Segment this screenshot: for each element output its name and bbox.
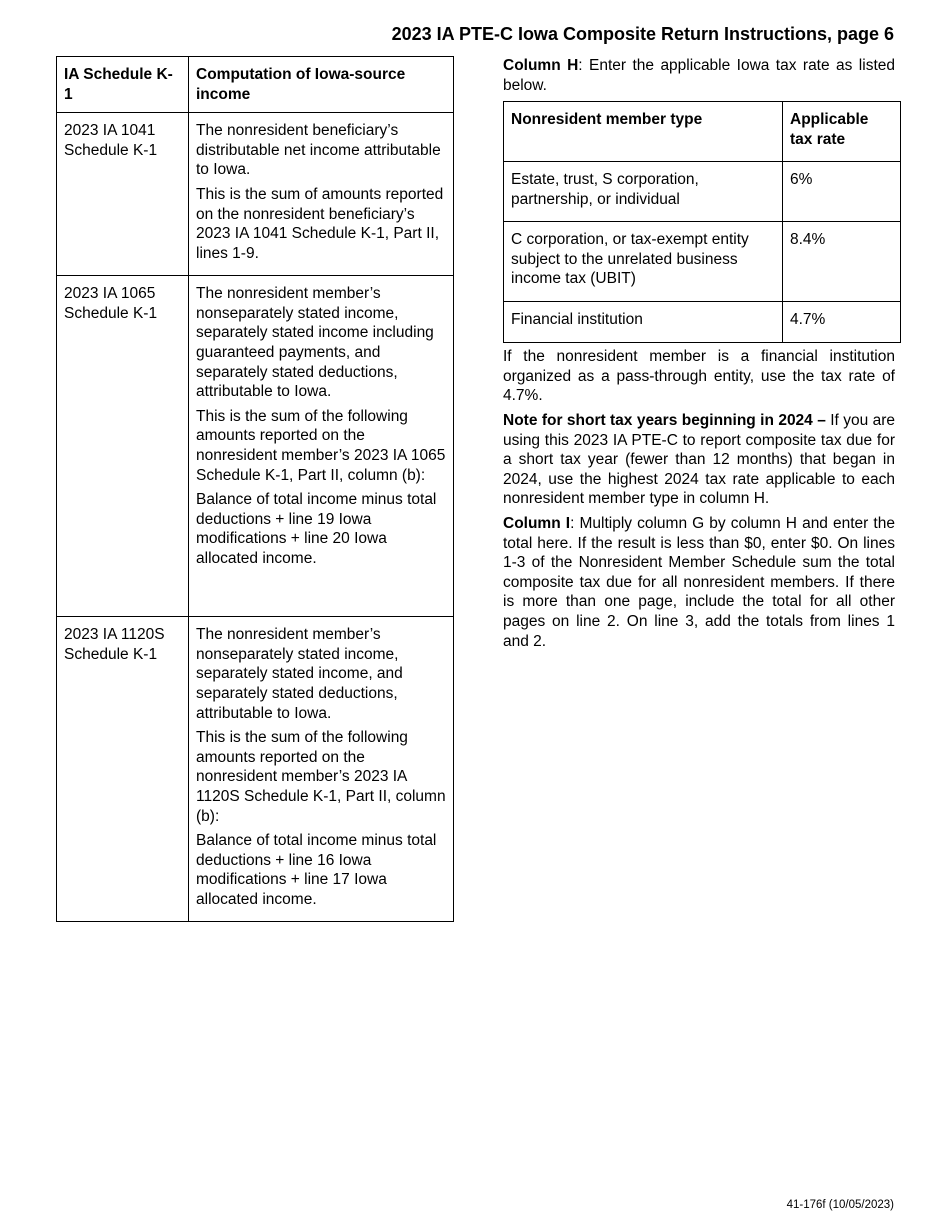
table-row — [57, 617, 454, 922]
table-row — [504, 302, 901, 343]
computation-text: This is the sum of the following amounts reported on the nonresident member’s 2023 IA 1120S Schedule K-1, Part II, column (b): — [196, 729, 446, 825]
table-header-row — [57, 57, 454, 113]
member-type: Financial institution — [504, 302, 783, 343]
financial-institution-note: If the nonresident member is a financial institution organized as a pass-through entity, use the tax rate of 4.7%. — [503, 348, 895, 405]
computation-cell — [189, 276, 454, 617]
column-h-paragraph — [503, 56, 895, 95]
computation-text: The nonresident member’s nonseparately stated income, separately stated income, and separately stated deductions, attributable to Iowa. — [196, 626, 403, 722]
schedule-k1-table — [56, 56, 454, 922]
table-row — [504, 162, 901, 222]
column-h-text: : Enter the applicable Iowa tax rate as listed below. — [503, 57, 895, 94]
short-year-note-text: If you are using this 2023 IA PTE-C to report composite tax due for a short tax year (fewer than 12 months) that began in 2024, use the highest 2024 tax rate applicable to each nonresident member type in column H. — [503, 411, 895, 508]
column-i-paragraph — [503, 514, 895, 651]
schedule-name: 2023 IA 1120S Schedule K-1 — [57, 617, 189, 922]
member-type: Estate, trust, S corporation, partnership, or individual — [504, 162, 783, 222]
column-i-text: : Multiply column G by column H and enter the total here. If the result is less than $0, enter $0. On lines 1-3 of the Nonresident Member Schedule sum the total composite tax due for all nonresident members. If there is more than one page, include the total for all other pages on line 2. On line 3, add the totals from lines 1 and 2. — [503, 514, 895, 650]
header-ia-schedule-k1: IA Schedule K-1 — [57, 57, 189, 113]
computation-text: This is the sum of amounts reported on the nonresident beneficiary’s 2023 IA 1041 Schedule K-1, Part II, lines 1-9. — [196, 185, 444, 262]
column-i-label: Column I — [503, 514, 571, 532]
computation-text: This is the sum of the following amounts reported on the nonresident member’s 2023 IA 1065 Schedule K-1, Part II, column (b): — [196, 407, 446, 484]
tax-rate: 6% — [783, 162, 901, 222]
tax-rate: 8.4% — [783, 222, 901, 302]
header-tax-rate: Applicable tax rate — [783, 102, 901, 162]
table-row — [504, 222, 901, 302]
header-member-type: Nonresident member type — [504, 102, 783, 162]
tax-rate: 4.7% — [783, 302, 901, 343]
computation-cell — [189, 113, 454, 276]
right-column — [503, 56, 895, 651]
computation-text: The nonresident beneficiary’s distributable net income attributable to Iowa. — [196, 122, 441, 179]
table-row — [57, 276, 454, 617]
computation-text: Balance of total income minus total deductions + line 16 Iowa modifications + line 17 Iowa allocated income. — [196, 832, 437, 908]
computation-cell — [189, 617, 454, 922]
member-type: C corporation, or tax-exempt entity subject to the unrelated business income tax (UBIT) — [504, 222, 783, 302]
schedule-name: 2023 IA 1041 Schedule K-1 — [57, 113, 189, 276]
page-title: 2023 IA PTE-C Iowa Composite Return Instructions, page 6 — [391, 24, 894, 44]
tax-rate-table — [503, 101, 901, 343]
computation-text: Balance of total income minus total deductions + line 19 Iowa modifications + line 20 Iowa allocated income. — [196, 491, 437, 567]
column-h-label: Column H — [503, 57, 579, 74]
short-year-note-label: Note for short tax years beginning in 2024 – — [503, 411, 826, 429]
table-header-row — [504, 102, 901, 162]
header-computation: Computation of Iowa-source income — [189, 57, 454, 113]
computation-text: The nonresident member’s nonseparately stated income, separately stated income including guaranteed payments, and separately stated deductions, attributable to Iowa. — [196, 285, 434, 401]
short-year-note — [503, 411, 895, 509]
form-code: 41-176f (10/05/2023) — [786, 1199, 894, 1211]
schedule-name: 2023 IA 1065 Schedule K-1 — [57, 276, 189, 617]
table-row — [57, 113, 454, 276]
